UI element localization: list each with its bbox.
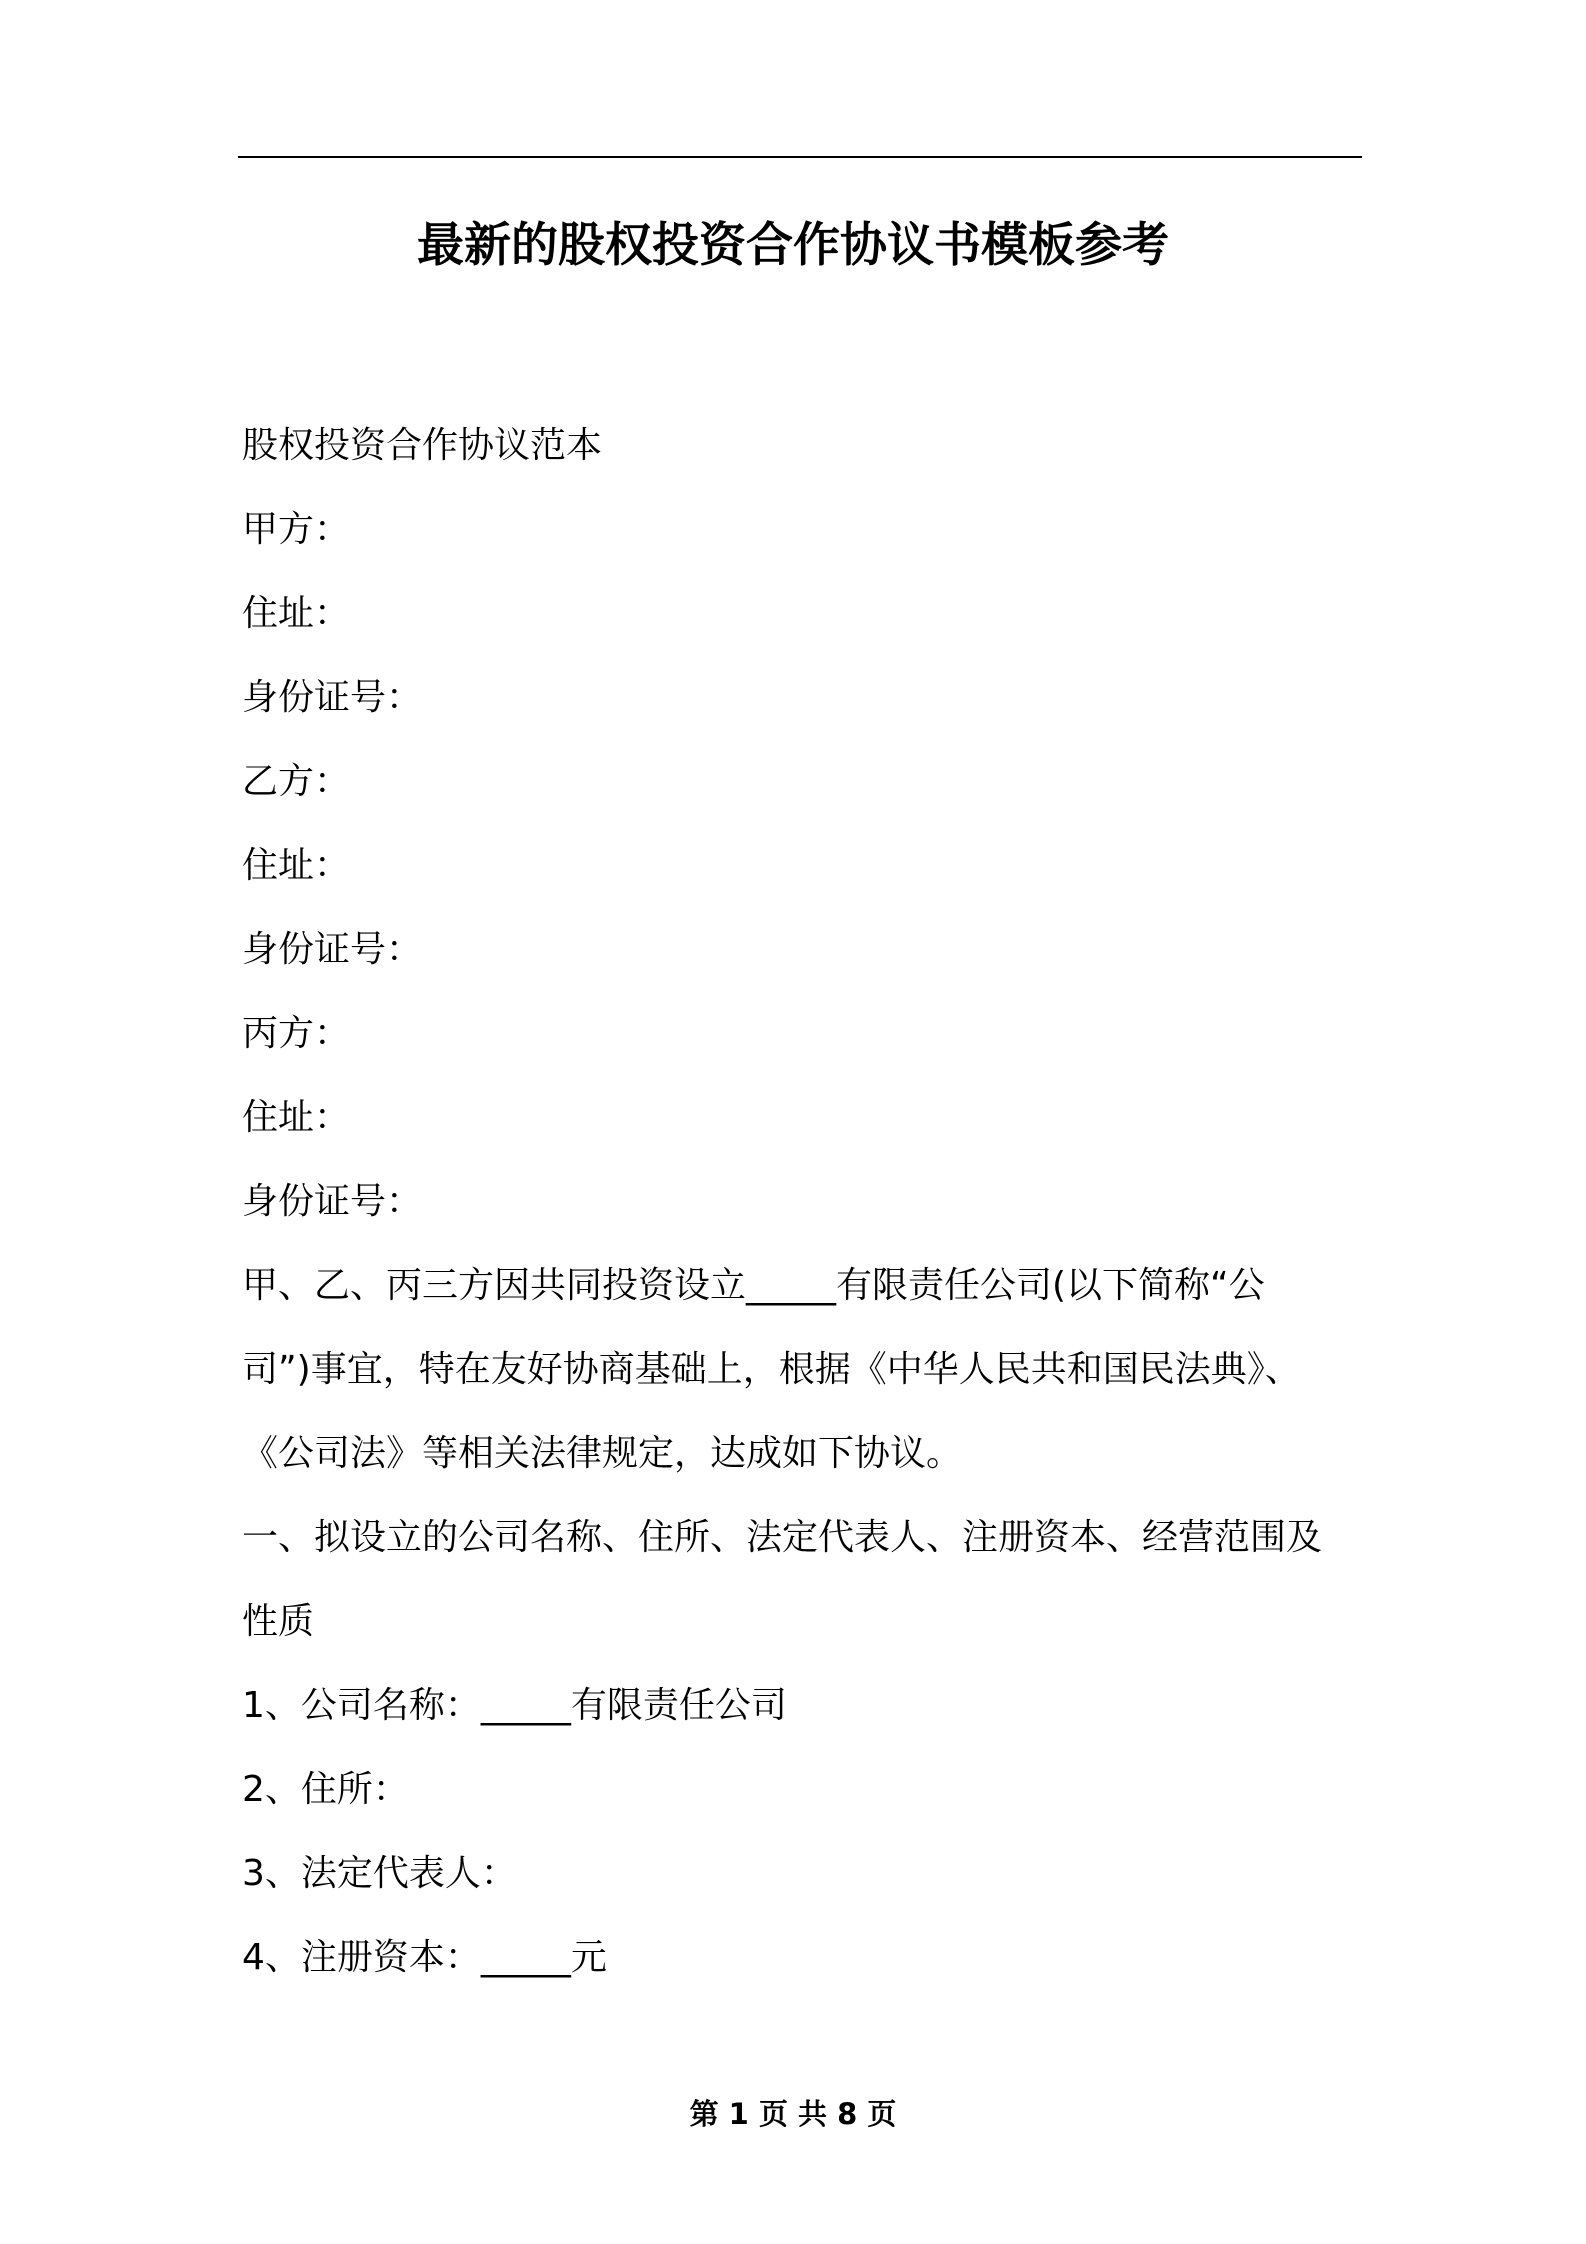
item-domicile: 2、住所： bbox=[242, 1769, 409, 1810]
section-heading-line: 性质 bbox=[242, 1601, 315, 1642]
document-body bbox=[242, 404, 1366, 2000]
party-a-label: 甲方： bbox=[242, 509, 351, 550]
subtitle: 股权投资合作协议范本 bbox=[242, 425, 603, 466]
party-b-id-number: 身份证号： bbox=[242, 929, 423, 970]
header-rule bbox=[238, 156, 1362, 158]
party-a-address: 住址： bbox=[242, 593, 351, 634]
page-number: 第 1 页 共 8 页 bbox=[689, 2097, 897, 2131]
party-c-label: 丙方： bbox=[242, 1013, 351, 1054]
intro-line: 甲、乙、丙三方因共同投资设立_____有限责任公司(以下简称“公 bbox=[242, 1265, 1265, 1306]
party-c-id-number: 身份证号： bbox=[242, 1181, 423, 1222]
party-c-address: 住址： bbox=[242, 1097, 351, 1138]
party-a-id-number: 身份证号： bbox=[242, 677, 423, 718]
section-heading-line: 一、拟设立的公司名称、住所、法定代表人、注册资本、经营范围及 bbox=[242, 1517, 1323, 1558]
document-title: 最新的股权投资合作协议书模板参考 bbox=[417, 218, 1169, 273]
party-b-label: 乙方： bbox=[242, 761, 351, 802]
intro-line: 《公司法》等相关法律规定，达成如下协议。 bbox=[242, 1433, 963, 1474]
item-registered-capital: 4、注册资本：_____元 bbox=[242, 1937, 607, 1978]
party-b-address: 住址： bbox=[242, 845, 351, 886]
item-company-name: 1、公司名称：_____有限责任公司 bbox=[242, 1685, 787, 1726]
item-legal-representative: 3、法定代表人： bbox=[242, 1853, 517, 1894]
intro-line: 司”)事宜，特在友好协商基础上，根据《中华人民共和国民法典》、 bbox=[242, 1349, 1301, 1390]
